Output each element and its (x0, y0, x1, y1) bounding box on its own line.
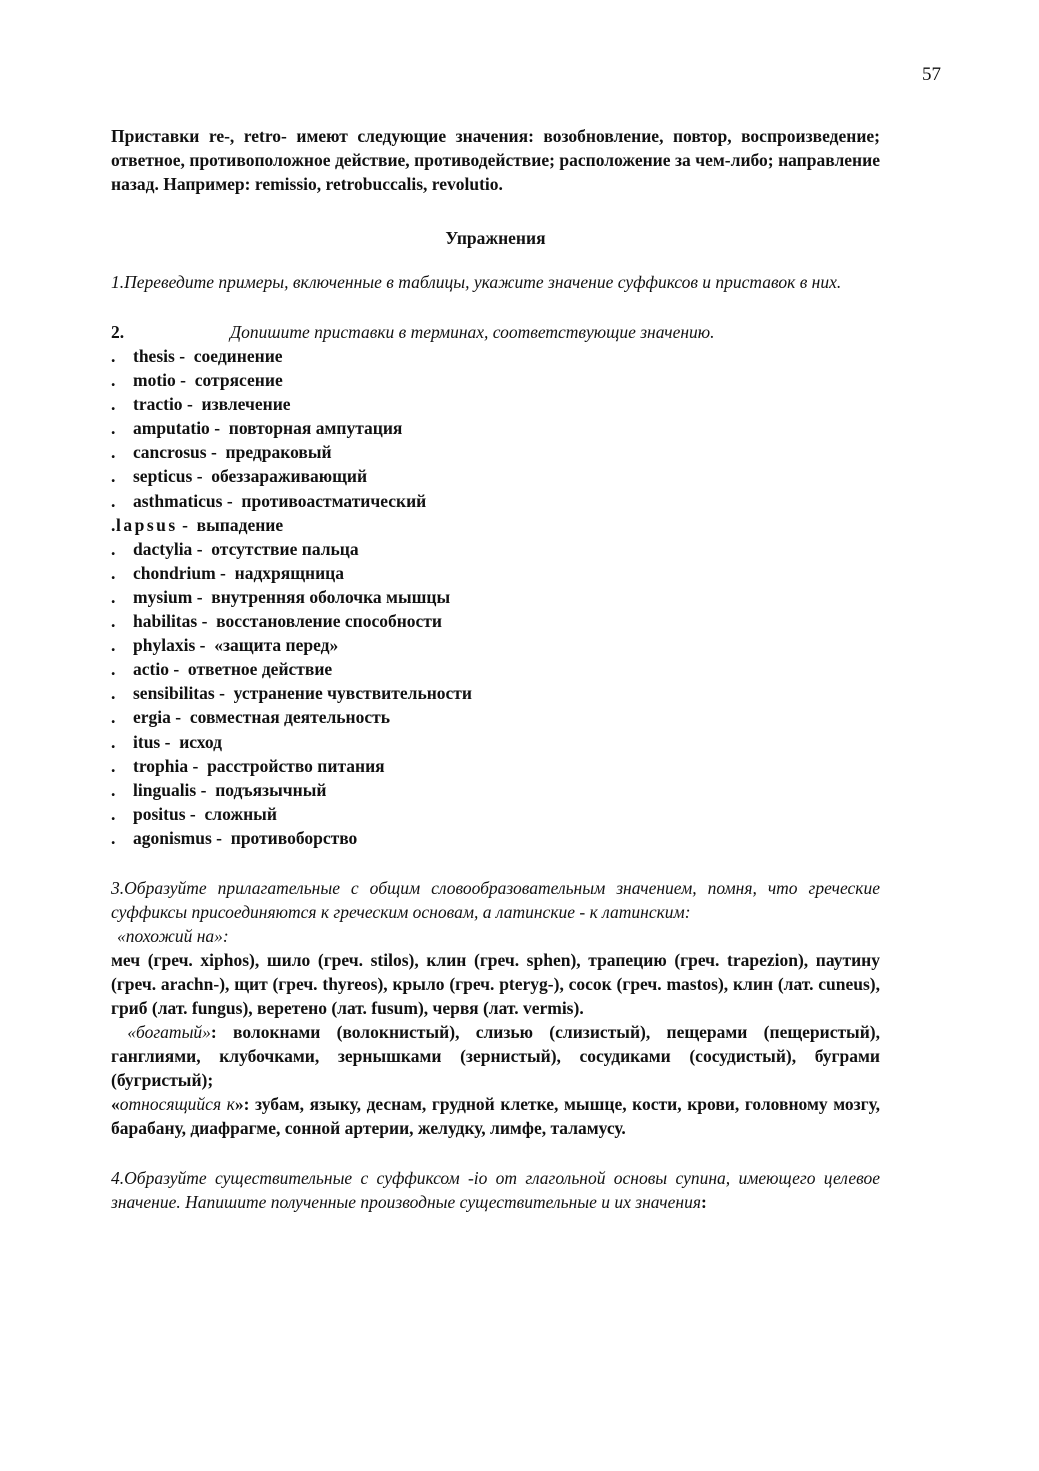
term-meaning: извлечение (201, 394, 291, 415)
exercise-4 (111, 1166, 880, 1214)
term-meaning: устранение чувствительности (233, 683, 472, 704)
rich-text: : волокнами (волокнистый), слизью (слизистый), пещерами (пещеристый), ганглиями, клубочками, зернышками (зернистый), сосудиками (сосудистый), буграми (бугристый); (111, 1021, 881, 1090)
term-separator: - (175, 370, 195, 391)
term-latin: dactylia (133, 538, 193, 559)
term-separator: - (215, 562, 235, 583)
relating-label: относящийся к (119, 1093, 235, 1114)
term-meaning: ответное действие (187, 659, 333, 680)
term-latin: cancrosus (133, 442, 207, 463)
term-separator: - (211, 827, 231, 848)
page-number: 57 (922, 64, 941, 85)
term-latin: septicus (133, 466, 193, 487)
term-meaning: противоастматический (241, 490, 427, 511)
term-separator: - (177, 514, 197, 535)
term-bullet: . (111, 490, 116, 511)
term-separator: - (170, 707, 190, 728)
term-bullet: . (111, 803, 116, 824)
term-item (111, 344, 880, 368)
term-item (111, 802, 880, 826)
similar-text: меч (греч. xiphos), шило (греч. stilos), клин (греч. sphen), трапецию (греч. trapezion), паутину (греч. arachn-), щит (греч. thyreos), крыло (греч. pteryg-), сосок (греч. mastos), клин (лат. cuneus), гриб (лат. fungus), веретено (лат. fusum), червя (лат. vermis). (111, 949, 880, 1018)
term-item (111, 489, 880, 513)
term-separator: - (188, 755, 208, 776)
term-separator: - (168, 659, 188, 680)
term-separator: - (222, 490, 242, 511)
term-bullet: . (111, 442, 116, 463)
term-meaning: сложный (204, 803, 277, 824)
term-latin: trophia (133, 755, 189, 776)
relating-paragraph (111, 1092, 880, 1140)
term-separator: - (192, 466, 212, 487)
exercise-2-number: 2. (111, 322, 125, 342)
term-item (111, 585, 880, 609)
term-meaning: соединение (193, 346, 283, 366)
term-separator: - (195, 635, 215, 656)
section-title: Упражнения (445, 228, 546, 248)
term-latin: lingualis (133, 779, 197, 800)
term-bullet: . (111, 659, 116, 680)
term-latin: sensibilitas (133, 683, 215, 704)
term-separator: - (174, 346, 194, 366)
term-bullet: . (111, 394, 116, 415)
term-separator: - (192, 586, 212, 607)
term-separator: - (196, 779, 216, 800)
term-bullet: . (111, 466, 116, 487)
term-meaning: повторная ампутация (228, 418, 403, 439)
term-latin: motio (133, 370, 176, 391)
term-latin: thesis (133, 346, 175, 366)
page-content (111, 124, 880, 1214)
term-latin: itus (133, 731, 161, 752)
term-separator: - (185, 803, 205, 824)
term-meaning: совместная деятельность (189, 707, 391, 728)
term-bullet: . (111, 586, 116, 607)
term-separator: - (214, 683, 234, 704)
term-meaning: внутренняя оболочка мышцы (211, 586, 451, 607)
term-meaning: подъязычный (215, 779, 327, 800)
intro-paragraph: Приставки re-, retro- имеют следующие значения: возобновление, повтор, воспроизведение; ответное, противоположное действие, противодействие; расположение за чем-либо; направление назад. Например: remissio, retrobuccalis, revolutio. (111, 126, 880, 194)
term-list (111, 344, 880, 850)
term-bullet: . (111, 707, 116, 728)
term-latin: agonismus (133, 827, 212, 848)
exercise-3-instruction: 3.Образуйте прилагательные с общим словообразовательным значением, помня, что греческие суффиксы присоединяются к греческим основам, а латинские - к латинским: (111, 877, 880, 922)
term-bullet: . (111, 562, 116, 583)
term-meaning: противоборство (230, 827, 358, 848)
term-bullet: . (111, 514, 116, 535)
term-bullet: . (111, 683, 116, 704)
term-item (111, 778, 880, 802)
term-meaning: сотрясение (194, 370, 283, 391)
term-meaning: расстройство питания (207, 755, 385, 776)
term-separator: - (197, 611, 217, 632)
exercise-2-header (111, 320, 880, 344)
term-meaning: восстановление способности (216, 611, 442, 632)
term-latin: chondrium (133, 562, 216, 583)
term-separator: - (160, 731, 180, 752)
rich-paragraph (111, 1020, 880, 1092)
term-item (111, 681, 880, 705)
term-bullet: . (111, 779, 116, 800)
term-item (111, 537, 880, 561)
term-bullet: . (111, 370, 116, 391)
term-item (111, 416, 880, 440)
term-bullet: . (111, 538, 116, 559)
term-bullet: . (111, 635, 116, 656)
exercise-3 (111, 876, 880, 1140)
term-bullet: . (111, 827, 116, 848)
term-item (111, 705, 880, 729)
exercise-2-instruction: Допишите приставки в терминах, соответствующие значению. (230, 322, 715, 342)
term-item (111, 730, 880, 754)
term-item (111, 657, 880, 681)
term-bullet: . (111, 346, 116, 366)
relating-open: « (111, 1093, 120, 1114)
term-meaning: выпадение (196, 514, 284, 535)
term-item (111, 826, 880, 850)
term-latin: ergia (133, 707, 171, 728)
term-latin: phylaxis (133, 635, 196, 656)
term-separator: - (182, 394, 202, 415)
exercise-1: 1.Переведите примеры, включенные в таблицы, укажите значение суффиксов и приставок в них. (111, 272, 842, 292)
term-latin: tractio (133, 394, 183, 415)
term-latin: mysium (133, 586, 193, 607)
term-bullet: . (111, 611, 116, 632)
term-item (111, 561, 880, 585)
term-meaning: предраковый (225, 442, 332, 463)
exercise-4-colon: : (700, 1191, 707, 1212)
term-separator: - (206, 442, 226, 463)
term-latin: positus (133, 803, 186, 824)
similar-label: «похожий на»: (117, 925, 229, 946)
term-meaning: надхрящница (234, 562, 345, 583)
term-separator: - (209, 418, 229, 439)
term-meaning: «защита перед» (214, 635, 339, 656)
term-item (111, 633, 880, 657)
term-latin: amputatio (133, 418, 210, 439)
term-meaning: обеззараживающий (211, 466, 368, 487)
term-bullet: . (111, 418, 116, 439)
term-meaning: отсутствие пальца (211, 538, 359, 559)
term-item (111, 464, 880, 488)
exercise-4-instruction: 4.Образуйте существительные с суффиксом -io от глагольной основы супина, имеющего целевое значение. Напишите полученные производные существительные и их значения (111, 1167, 880, 1212)
term-item (111, 440, 880, 464)
term-item (111, 392, 880, 416)
term-latin: lapsus (116, 514, 178, 535)
term-item (111, 754, 880, 778)
term-bullet: . (111, 755, 116, 776)
term-bullet: . (111, 731, 116, 752)
term-latin: actio (133, 659, 169, 680)
term-meaning: исход (179, 731, 222, 752)
relating-text: »: зубам, языку, деснам, грудной клетке, мышце, кости, крови, головному мозгу, барабану, диафрагме, сонной артерии, желудку, лимфе, таламусу. (111, 1093, 880, 1138)
term-separator: - (192, 538, 212, 559)
term-latin: asthmaticus (133, 490, 223, 511)
term-item (111, 368, 880, 392)
rich-label: «богатый» (127, 1021, 211, 1042)
term-item (111, 513, 880, 537)
term-latin: habilitas (133, 611, 198, 632)
term-item (111, 609, 880, 633)
